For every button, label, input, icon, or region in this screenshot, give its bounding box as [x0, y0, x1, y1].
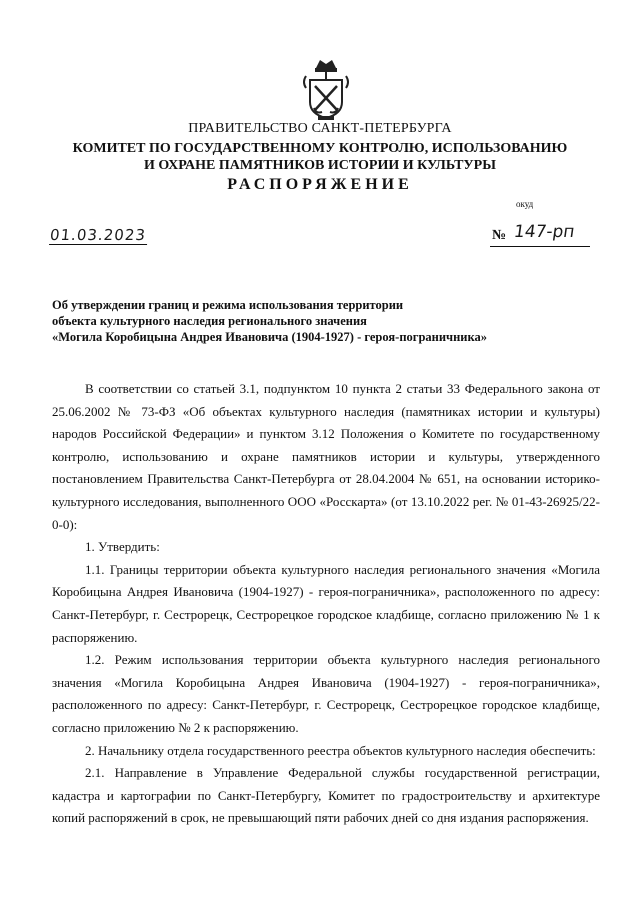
number-label: № — [492, 228, 507, 243]
government-title: ПРАВИТЕЛЬСТВО САНКТ-ПЕТЕРБУРГА — [188, 121, 452, 136]
clause-1-2: 1.2. Режим использования территории объекта культурного наследия регионального значения «Могила Коробицына Андрея Ивановича (1904-1927) - героя-пограничника», расположенного по адресу: Санкт-Петербург, г. Сестрорецк, Сестрорецкое городское кладбище, согласно приложению № 2 к распоряжению. — [52, 652, 600, 735]
committee-title-line2: И ОХРАНЕ ПАМЯТНИКОВ ИСТОРИИ И КУЛЬТУРЫ — [144, 158, 496, 173]
subject-line3: «Могила Коробицына Андрея Ивановича (1904-1927) - героя-пограничника» — [52, 330, 488, 344]
clause-1-1: 1.1. Границы территории объекта культурного наследия регионального значения «Могила Коробицына Андрея Ивановича (1904-1927) - героя-пограничника», расположенного по адресу: Санкт-Петербург, г. Сестрорецк, Сестрорецкое городское кладбище, согласно приложению № 1 к распоряжению. — [52, 561, 600, 645]
subject-line1: Об утверждении границ и режима использования территории — [52, 298, 404, 312]
committee-title-line1: КОМИТЕТ ПО ГОСУДАРСТВЕННОМУ КОНТРОЛЮ, ИСПОЛЬЗОВАНИЮ — [72, 141, 568, 156]
clause-2: 2. Начальнику отдела государственного реестра объектов культурного наследия обеспечить: — [85, 742, 596, 758]
document-subject — [52, 297, 487, 345]
document-date: 01.03.2023 — [49, 226, 149, 245]
document-number: 147-рп — [512, 222, 576, 242]
okud-label: окуд — [516, 199, 534, 209]
committee-title — [0, 140, 640, 174]
saint-petersburg-coat-of-arms-icon — [300, 58, 352, 122]
document-type: РАСПОРЯЖЕНИЕ — [227, 176, 413, 193]
preamble-paragraph: В соответствии со статьей 3.1, подпунктом 10 пункта 2 статьи 33 Федерального закона от 25.06.2002 № 73-ФЗ «Об объектах культурного наследия (памятниках истории и культуры) народов Российской Федерации» и пунктом 3.12 Положения о Комитете по государственному контролю, использованию и охране памятников истории и культуры, утвержденного постановлением Правительства Санкт-Петербурга от 28.04.2004 № 651, на основании историко-культурного исследования, выполненного ООО «Росскарта» (от 13.10.2022 рег. № 01-43-26925/22-0-0): — [52, 381, 600, 532]
document-body — [52, 378, 600, 830]
document-number-field — [490, 222, 590, 247]
subject-line2: объекта культурного наследия регионального значения — [52, 314, 367, 328]
clause-2-1: 2.1. Направление в Управление Федеральной службы государственной регистрации, кадастра и картографии по Санкт-Петербургу, Комитет по градостроительству и архитектуре копий распоряжений в срок, не превышающий пяти рабочих дней со дня издания распоряжения. — [52, 765, 600, 826]
clause-1: 1. Утвердить: — [85, 539, 160, 555]
